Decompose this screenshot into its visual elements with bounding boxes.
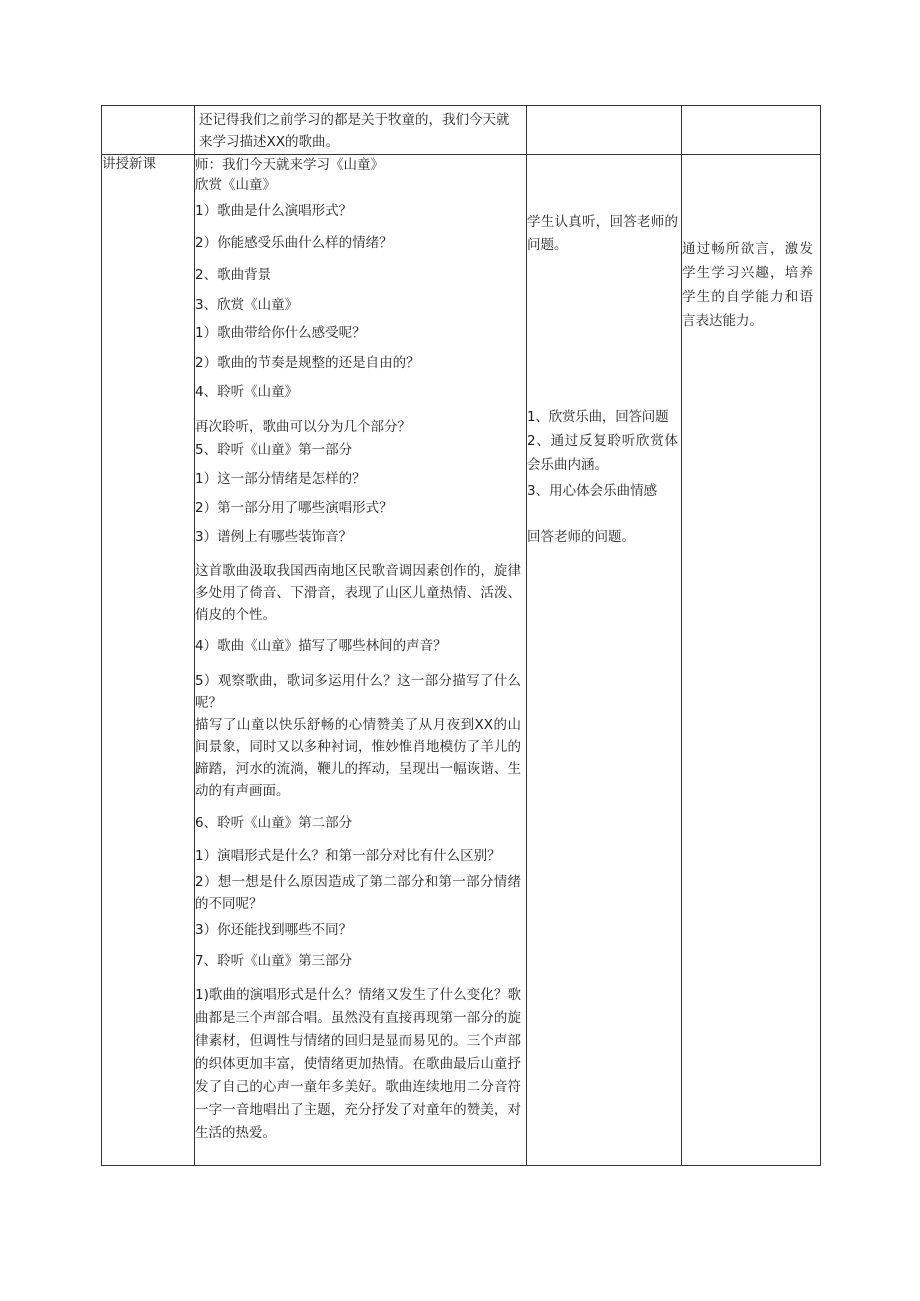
content-line-6: 3、欣赏《山童》 <box>195 297 299 313</box>
content-line-19: 6、聆听《山童》第二部分 <box>195 815 353 831</box>
content-line-23: 7、聆听《山童》第三部分 <box>195 953 353 969</box>
content-line-10: 再次聆听，歌曲可以分为几个部分？ <box>195 419 411 435</box>
content-line-11: 5、聆听《山童》第一部分 <box>195 442 353 458</box>
content-para-description: 描写了山童以快乐舒畅的心情赞美了从月夜到XX的山间景象，同时又以多种衬词，惟妙惟肖地模仿了羊儿的蹄踏，河水的流淌，鞭儿的挥动，呈现出一幅诙谐、生动的有声画面。 <box>195 717 521 799</box>
section-label-cell <box>102 155 195 1166</box>
content-line-4: 2）你能感受乐曲什么样的情绪？ <box>195 235 393 251</box>
design-intent-cell <box>682 155 821 1166</box>
content-para-part-three: 1)歌曲的演唱形式是什么？情绪又发生了什么变化？歌曲都是三个声部合唱。虽然没有直接再现第一部分的旋律素材，但调性与情绪的回归是显而易见的。三个声部的织体更加丰富，使情绪更加热情。在歌曲最后山童抒发了自己的心声一童年多美好。歌曲连续地用二分音符一字一音地唱出了主题，充分抒发了对童年的赞美，对生活的热爱。 <box>195 987 521 1141</box>
intro-text: 还记得我们之前学习的都是关于牧童的，我们今天就来学习描述XX的歌曲。 <box>199 112 510 150</box>
content-line-5: 2、歌曲背景 <box>195 267 272 283</box>
intro-content-cell <box>195 106 527 155</box>
intro-student-cell <box>527 106 682 155</box>
section-label: 讲授新课 <box>102 156 156 172</box>
student-activity-1: 1、欣赏乐曲，回答问题 <box>527 409 669 425</box>
content-para-background: 这首歌曲汲取我国西南地区民歌音调因素创作的，旋律多处用了倚音、下滑音，表现了山区儿童热情、活泼、俏皮的个性。 <box>195 563 521 623</box>
content-line-14: 3）谱例上有哪些装饰音？ <box>195 529 353 545</box>
content-line-20: 1）演唱形式是什么？和第一部分对比有什么区别？ <box>195 848 501 864</box>
lesson-plan-table <box>101 105 821 1166</box>
content-line-12: 1）这一部分情绪是怎样的？ <box>195 471 366 487</box>
content-line-7: 1）歌曲带给你什么感受呢？ <box>195 325 366 341</box>
intro-intent-cell <box>682 106 821 155</box>
content-line-1: 师：我们今天就来学习《山童》 <box>195 157 384 173</box>
design-intent-text: 通过畅所欲言，激发学生学习兴趣，培养学生的自学能力和语言表达能力。 <box>682 241 813 329</box>
student-activity-cell <box>527 155 682 1166</box>
table-row-intro <box>102 106 821 155</box>
content-line-3: 1）歌曲是什么演唱形式？ <box>195 203 353 219</box>
student-activity-3: 3、用心体会乐曲情感 <box>527 483 658 499</box>
teacher-content-cell <box>195 155 527 1166</box>
table-row-new-lesson <box>102 155 821 1166</box>
content-line-9: 4、聆听《山童》 <box>195 384 299 400</box>
student-activity-listen: 学生认真听，回答老师的问题。 <box>527 214 678 253</box>
student-activity-answer: 回答老师的问题。 <box>527 529 635 545</box>
content-para-lyrics-question: 5）观察歌曲，歌词多运用什么？这一部分描写了什么呢？ <box>195 673 521 711</box>
content-line-16: 4）歌曲《山童》描写了哪些林间的声音？ <box>195 638 447 654</box>
content-line-8: 2）歌曲的节奏是规整的还是自由的？ <box>195 355 420 371</box>
intro-label-cell <box>102 106 195 155</box>
content-para-mood-question: 2）想一想是什么原因造成了第二部分和第一部分情绪的不同呢？ <box>195 874 521 912</box>
content-line-2: 欣赏《山童》 <box>195 177 276 193</box>
content-line-22: 3）你还能找到哪些不同？ <box>195 922 353 938</box>
student-activity-2: 2、通过反复聆听欣赏体会乐曲内涵。 <box>527 433 678 473</box>
content-line-13: 2）第一部分用了哪些演唱形式？ <box>195 500 393 516</box>
